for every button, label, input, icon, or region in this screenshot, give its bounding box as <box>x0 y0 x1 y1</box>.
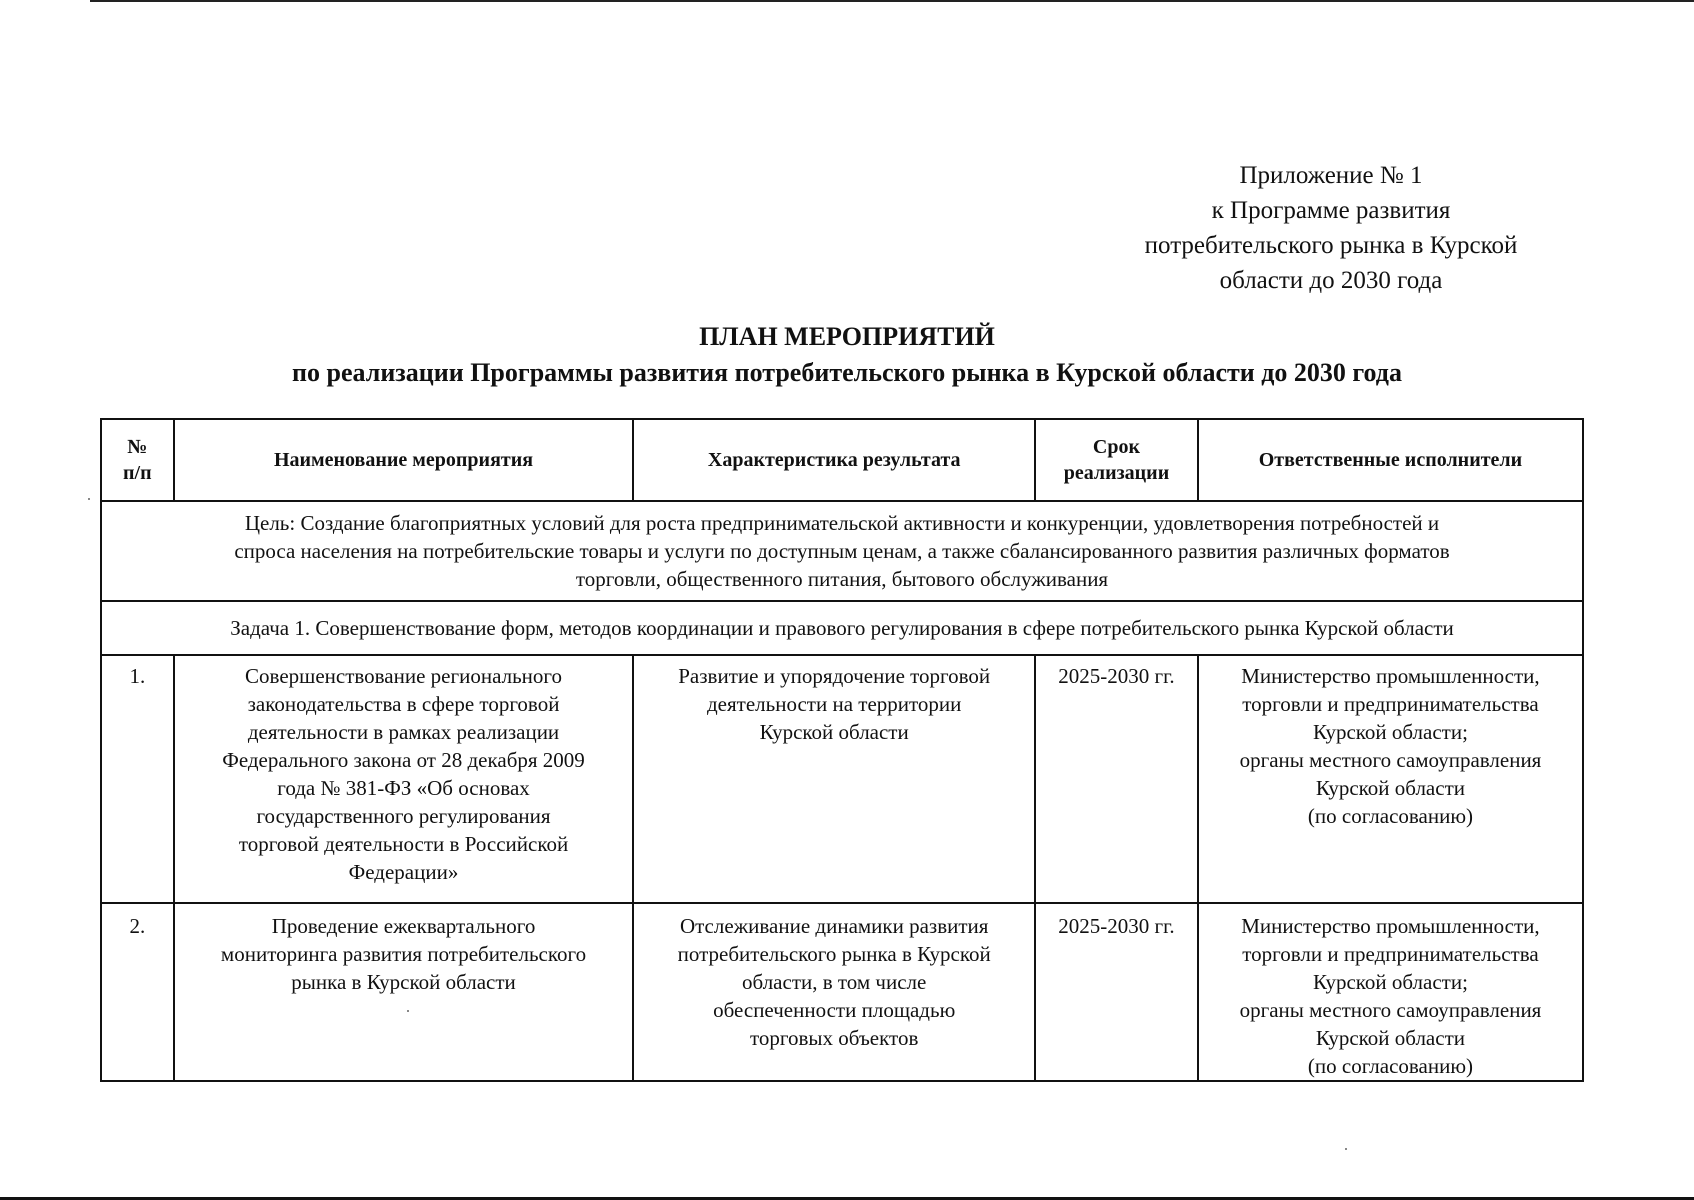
task-row <box>101 601 1583 655</box>
row-responsible-line: Министерство промышленности, <box>1241 664 1540 688</box>
row-name-line: Проведение ежеквартального <box>271 914 536 938</box>
row-name <box>174 903 634 1081</box>
row-result-line: области, в том числе <box>742 970 927 994</box>
row-name-line: мониторинга развития потребительского <box>220 942 587 966</box>
scan-border-top <box>90 0 1694 2</box>
header-number-line: № <box>127 436 148 458</box>
row-result-line: деятельности на территории <box>707 692 962 716</box>
appendix-note <box>1100 158 1562 298</box>
row-responsible-line: Курской области <box>1315 776 1465 800</box>
scan-speck <box>407 1010 409 1012</box>
row-result-line: Курской области <box>759 720 909 744</box>
row-name-line: торговой деятельности в Российской <box>238 832 569 856</box>
row-result-line: Отслеживание динамики развития <box>679 914 989 938</box>
row-name-line: законодательства в сфере торговой <box>247 692 560 716</box>
row-name-line: деятельности в рамках реализации <box>247 720 560 744</box>
row-responsible-line: (по согласованию) <box>1307 804 1474 828</box>
row-responsible-line: органы местного самоуправления <box>1239 998 1542 1022</box>
row-responsible-line: Курской области; <box>1313 720 1468 744</box>
row-name-line: государственного регулирования <box>256 804 551 828</box>
header-number <box>101 419 174 501</box>
row-name <box>174 655 634 903</box>
row-number: 2. <box>101 903 174 1081</box>
header-name: Наименование мероприятия <box>174 419 634 501</box>
appendix-line: области до 2030 года <box>1219 267 1443 294</box>
header-number-line: п/п <box>123 462 152 484</box>
document-title: ПЛАН МЕРОПРИЯТИЙ <box>699 322 995 351</box>
row-responsible-line: Курской области; <box>1313 970 1468 994</box>
scan-speck <box>1345 1148 1347 1150</box>
row-term: 2025-2030 гг. <box>1035 903 1198 1081</box>
header-term-line: реализации <box>1063 462 1170 484</box>
row-responsible-line: Министерство промышленности, <box>1241 914 1540 938</box>
goal-line: торговли, общественного питания, бытового обслуживания <box>575 567 1109 591</box>
row-responsible-line: Курской области <box>1315 1026 1465 1050</box>
row-name-line: рынка в Курской области <box>291 970 516 994</box>
row-responsible-line: органы местного самоуправления <box>1239 748 1542 772</box>
task-cell: Задача 1. Совершенствование форм, методов координации и правового регулирования в сфере потребительского рынка Курской области <box>101 601 1583 655</box>
header-responsible: Ответственные исполнители <box>1198 419 1583 501</box>
row-responsible-line: торговли и предпринимательства <box>1242 942 1539 966</box>
row-term: 2025-2030 гг. <box>1035 655 1198 903</box>
header-term <box>1035 419 1198 501</box>
row-responsible-line: (по согласованию) <box>1307 1054 1474 1078</box>
row-name-line: года № 381-ФЗ «Об основах <box>277 776 530 800</box>
header-result: Характеристика результата <box>633 419 1035 501</box>
row-number: 1. <box>101 655 174 903</box>
goal-line: спроса населения на потребительские товары и услуги по доступным ценам, а также сбалансированного развития различных форматов <box>234 539 1450 563</box>
document-subtitle: по реализации Программы развития потребительского рынка в Курской области до 2030 года <box>292 358 1402 387</box>
table-header-row <box>101 419 1583 501</box>
goal-line: Цель: Создание благоприятных условий для роста предпринимательской активности и конкуренции, удовлетворения потребностей и <box>244 511 1440 535</box>
row-result-line: потребительского рынка в Курской <box>677 942 991 966</box>
table-row <box>101 655 1583 903</box>
goal-cell <box>101 501 1583 601</box>
appendix-line: Приложение № 1 <box>1239 162 1423 189</box>
row-result <box>633 903 1035 1081</box>
scan-speck <box>88 498 90 500</box>
goal-row <box>101 501 1583 601</box>
row-responsible <box>1198 903 1583 1081</box>
row-result <box>633 655 1035 903</box>
row-name-line: Федерации» <box>348 860 459 884</box>
appendix-line: потребительского рынка в Курской <box>1144 232 1518 259</box>
row-responsible <box>1198 655 1583 903</box>
row-result-line: торговых объектов <box>750 1026 919 1050</box>
appendix-line: к Программе развития <box>1211 197 1451 224</box>
row-name-line: Совершенствование регионального <box>245 664 562 688</box>
row-responsible-line: торговли и предпринимательства <box>1242 692 1539 716</box>
row-name-line: Федерального закона от 28 декабря 2009 <box>222 748 585 772</box>
table-row <box>101 903 1583 1081</box>
row-result-line: Развитие и упорядочение торговой <box>678 664 991 688</box>
row-result-line: обеспеченности площадью <box>713 998 956 1022</box>
header-term-line: Срок <box>1092 436 1141 458</box>
action-plan-table <box>100 418 1584 1082</box>
